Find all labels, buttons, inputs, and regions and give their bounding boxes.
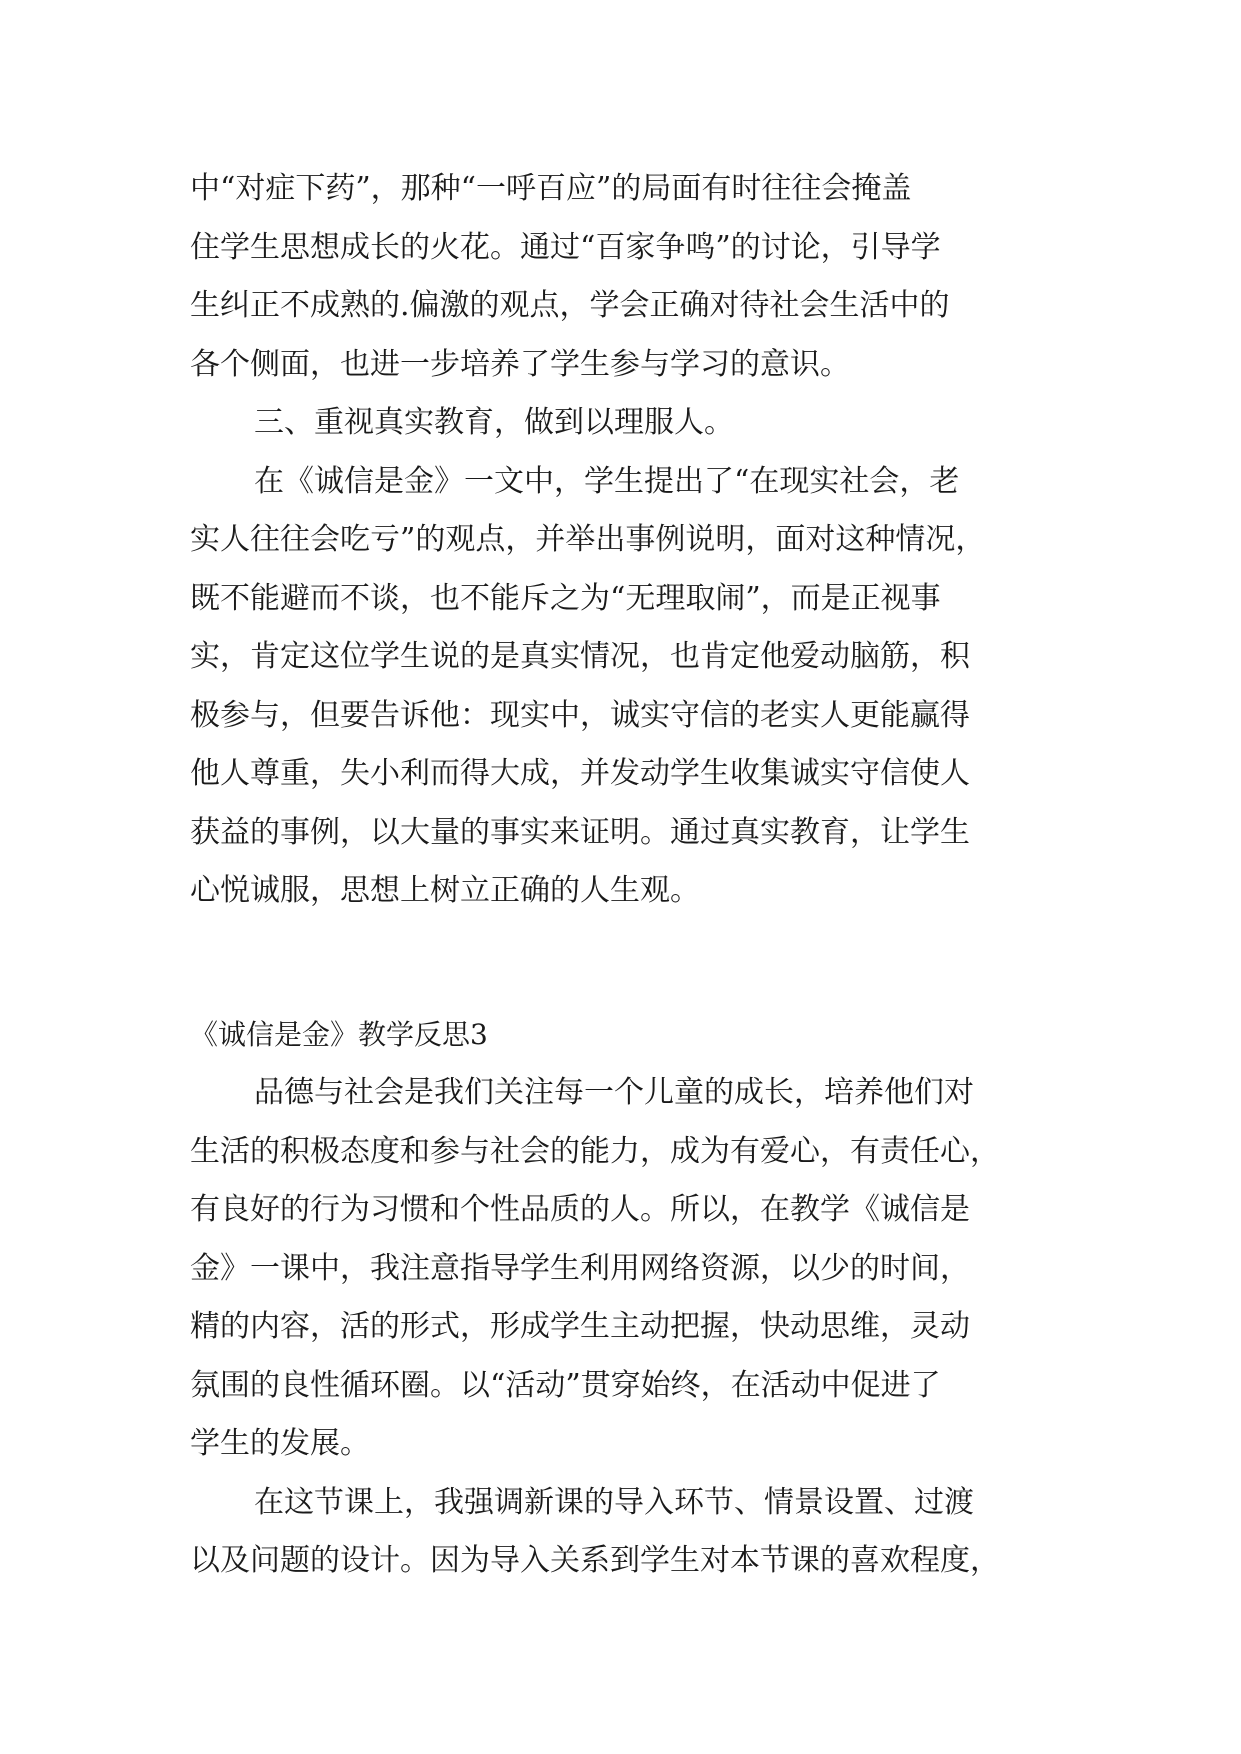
text-line: 心悦诚服，思想上树立正确的人生观。 xyxy=(190,873,700,908)
document-title: 《诚信是金》教学反思3 xyxy=(190,1017,488,1051)
text-line: 氛围的良性循环圈。以“活动”贯穿始终，在活动中促进了 xyxy=(190,1367,941,1403)
text-line: 生活的积极态度和参与社会的能力，成为有爱心，有责任心， xyxy=(190,1133,1000,1169)
paragraph-lesson xyxy=(190,1474,1050,1591)
text-line: 以及问题的设计。因为导入关系到学生对本节课的喜欢程度， xyxy=(190,1543,1000,1578)
text-line: 实人往往会吃亏”的观点，并举出事例说明，面对这种情况， xyxy=(190,522,986,557)
text-line: 中“对症下药”，那种“一呼百应”的局面有时往往会掩盖 xyxy=(190,171,912,206)
text-line: 有良好的行为习惯和个性品质的人。所以，在教学《诚信是 xyxy=(190,1192,970,1227)
text-line: 各个侧面，也进一步培养了学生参与学习的意识。 xyxy=(190,346,850,382)
section-heading: 三、重视真实教育，做到以理服人。 xyxy=(254,405,734,440)
text-line: 在这节课上，我强调新课的导入环节、情景设置、过渡 xyxy=(254,1484,974,1520)
text-line: 实，肯定这位学生说的是真实情况，也肯定他爱动脑筋，积 xyxy=(190,639,970,674)
text-line: 住学生思想成长的火花。通过“百家争鸣”的讨论，引导学 xyxy=(190,229,941,265)
text-line: 精的内容，活的形式，形成学生主动把握，快动思维，灵动 xyxy=(190,1309,970,1344)
paragraph-intro xyxy=(190,1064,1050,1474)
paragraph-example xyxy=(190,453,1050,921)
text-line: 获益的事例，以大量的事实来证明。通过真实教育，让学生 xyxy=(190,814,970,850)
document-body xyxy=(190,160,1050,1591)
text-line: 在《诚信是金》一文中，学生提出了“在现实社会，老 xyxy=(254,463,960,499)
text-line: 金》一课中，我注意指导学生利用网络资源，以少的时间， xyxy=(190,1250,970,1286)
text-line: 生纠正不成熟的.偏激的观点，学会正确对待社会生活中的 xyxy=(190,288,950,323)
text-line: 他人尊重，失小利而得大成，并发动学生收集诚实守信使人 xyxy=(190,756,970,791)
text-line: 既不能避而不谈，也不能斥之为“无理取闹”，而是正视事 xyxy=(190,580,941,616)
section-spacer xyxy=(190,921,1050,1006)
text-line: 品德与社会是我们关注每一个儿童的成长，培养他们对 xyxy=(254,1075,974,1110)
paragraph-continued xyxy=(190,160,1050,394)
text-line: 极参与，但要告诉他：现实中，诚实守信的老实人更能赢得 xyxy=(190,697,970,733)
text-line: 学生的发展。 xyxy=(190,1426,370,1461)
